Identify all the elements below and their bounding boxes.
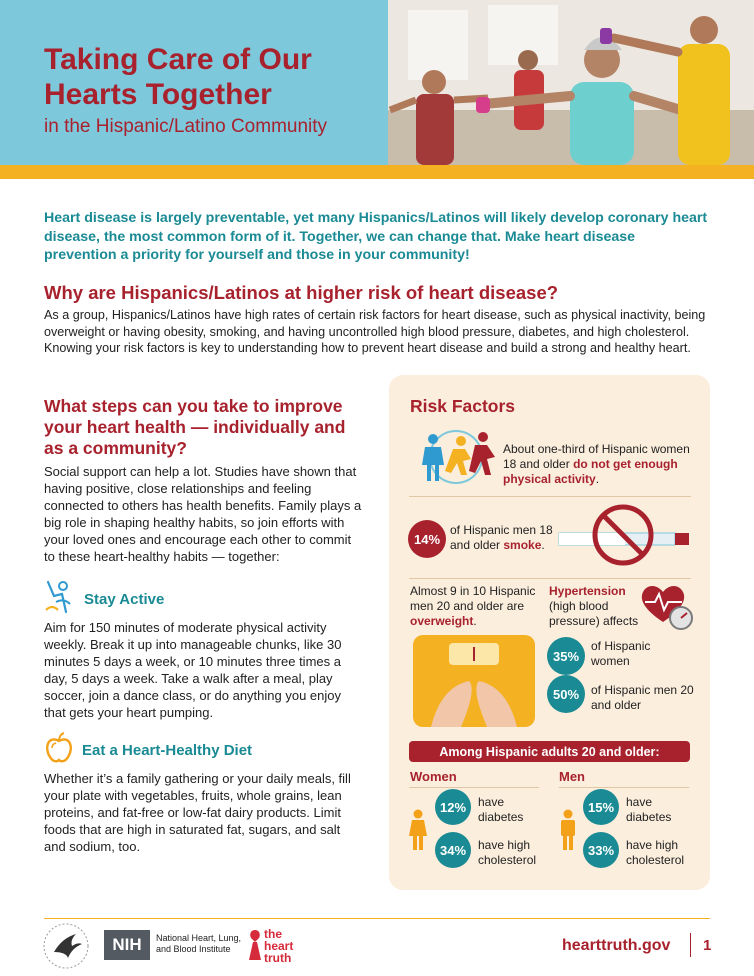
activity-end: . xyxy=(595,472,600,486)
nhlbi-name: National Heart, Lung, and Blood Institute xyxy=(156,933,242,954)
man-figure-icon xyxy=(559,809,577,856)
smoke-end: . xyxy=(541,538,545,552)
no-smoking-icon xyxy=(557,503,691,572)
apple-icon xyxy=(44,732,74,769)
risk-factors-title: Risk Factors xyxy=(410,396,516,416)
activity-stat xyxy=(503,442,693,487)
intro-paragraph: Heart disease is largely preventable, yet many Hispanics/Latinos will likely develop coronary heart disease, the most common form of it. Together, we can change that. Make heart disease prevention a priority for yourself and those in your community! xyxy=(44,210,708,263)
hhs-seal-icon xyxy=(42,922,90,975)
stay-active-heading xyxy=(44,580,164,619)
bathroom-scale-icon xyxy=(411,633,537,734)
header-accent-bar xyxy=(0,165,754,179)
women-cholesterol-badge: 34% xyxy=(435,832,471,868)
site-link[interactable]: hearttruth.gov xyxy=(562,937,671,954)
panel-divider xyxy=(409,578,691,579)
hypertension-women-badge: 35% xyxy=(547,637,585,675)
overweight-stat xyxy=(410,584,540,629)
activity-emphasis: do not get enough physical activity xyxy=(503,457,678,486)
nih-logo: NIH xyxy=(104,930,150,960)
why-paragraph: As a group, Hispanics/Latinos have high rates of certain risk factors for heart disease, such as physical inactivity, being overweight or having obesity, smoking, and having uncontrolled high blood pressure, diabetes, and high cholesterol. Knowing your risk factors is key to understanding how to prevent heart disease and build a strong and healthy heart. xyxy=(44,308,706,355)
men-underline xyxy=(559,787,689,788)
hypertension-emphasis: Hypertension xyxy=(549,584,626,598)
women-label: Women xyxy=(410,769,457,784)
hypertension-women-label: of Hispanic women xyxy=(591,639,651,668)
men-diabetes-badge: 15% xyxy=(583,789,619,825)
smoke-text: of Hispanic men 18 and older xyxy=(450,523,553,552)
smoke-stat xyxy=(450,523,568,553)
hypertension-men-label: of Hispanic men 20 and older xyxy=(591,683,694,712)
exercise-class-photo xyxy=(388,0,754,165)
overweight-text: Almost 9 in 10 Hispanic men 20 and older are xyxy=(410,584,536,613)
page-subtitle: in the Hispanic/Latino Community xyxy=(44,116,328,137)
women-diabetes-badge: 12% xyxy=(435,789,471,825)
women-cholesterol-label: have high cholesterol xyxy=(478,838,537,867)
stretching-person-icon xyxy=(44,580,76,619)
women-underline xyxy=(409,787,539,788)
diet-title: Eat a Heart-Healthy Diet xyxy=(82,742,253,759)
activity-text: About one-third of Hispanic women 18 and older xyxy=(503,442,690,471)
stay-active-paragraph: Aim for 150 minutes of moderate physical activity weekly. Break it up into manageable chunks, like 30 minutes 5 days a week, or 10 minutes three times a day, 5 days a week. Take a walk after a meal, play soccer, join a dance class, or do anything you enjoy that gets your heart pumping. xyxy=(44,620,342,720)
overweight-end: . xyxy=(473,614,477,628)
running-figures-icon xyxy=(411,429,501,490)
adults-band: Among Hispanic adults 20 and older: xyxy=(409,741,690,762)
steps-heading: What steps can you take to improve your heart health — individually and as a community? xyxy=(44,396,346,458)
smoke-percent-badge: 14% xyxy=(408,520,446,558)
page-title: Taking Care of Our Hearts Together xyxy=(44,43,312,111)
page-number-separator xyxy=(690,933,691,957)
panel-divider xyxy=(409,496,691,497)
risk-factors-panel xyxy=(389,375,710,890)
hypertension-men-badge: 50% xyxy=(547,675,585,713)
why-heading: Why are Hispanics/Latinos at higher risk of heart disease? xyxy=(44,282,559,303)
men-diabetes-label: have diabetes xyxy=(626,795,672,824)
smoke-emphasis: smoke xyxy=(503,538,542,552)
men-cholesterol-label: have high cholesterol xyxy=(626,838,685,867)
men-label: Men xyxy=(559,769,585,784)
page-number: 1 xyxy=(703,937,712,954)
women-diabetes-label: have diabetes xyxy=(478,795,524,824)
stay-active-title: Stay Active xyxy=(84,591,165,608)
steps-paragraph: Social support can help a lot. Studies have shown that having positive, close relationships and feeling connected to others has health benefits. Family plays a big role in shaping healthy habits, so join efforts with your loved ones and encourage each other to commit to these heart-healthy habits — together: xyxy=(44,464,362,564)
overweight-emphasis: overweight xyxy=(410,614,474,628)
heart-pressure-icon xyxy=(639,580,695,637)
diet-heading xyxy=(44,732,252,769)
heart-truth-text: the heart truth xyxy=(264,927,294,965)
exercise-photo-illustration xyxy=(388,0,754,165)
men-cholesterol-badge: 33% xyxy=(583,832,619,868)
hypertension-text: (high blood pressure) affects xyxy=(549,599,639,628)
diet-paragraph: Whether it’s a family gathering or your daily meals, fill your plate with vegetables, fruits, whole grains, lean proteins, and fat-free or low-fat dairy products. Limit foods that are high in saturated fat, sugars, and salt and sodium, too. xyxy=(44,771,351,854)
footer-divider xyxy=(44,918,710,919)
hypertension-stat xyxy=(549,584,639,629)
woman-figure-icon xyxy=(409,809,427,856)
